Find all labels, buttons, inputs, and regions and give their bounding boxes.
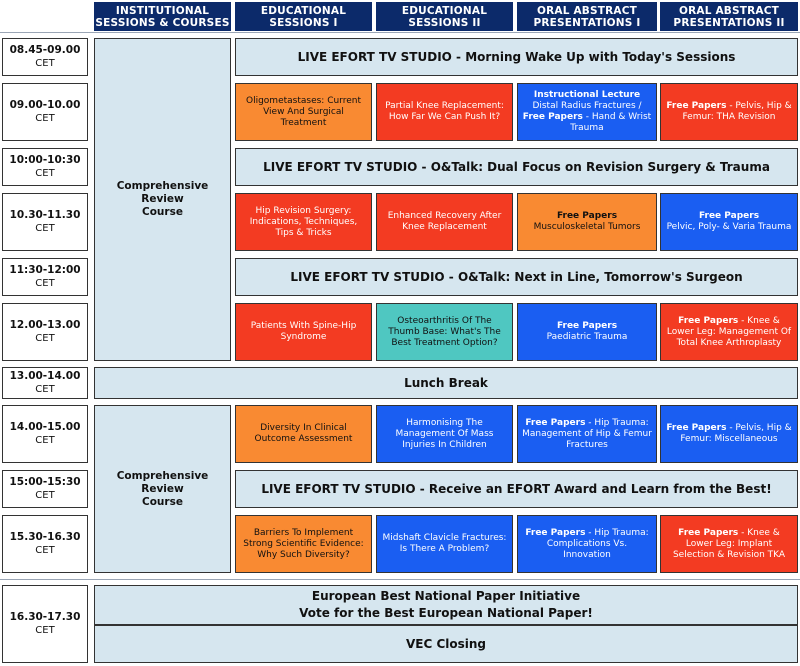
session-heading: Instructional Lecture [533, 90, 641, 100]
session-title: Hip Revision Surgery: Indications, Techniques, Tips & Tricks [249, 205, 358, 238]
session-title: Enhanced Recovery After Knee Replacement [387, 211, 502, 232]
course-label: Comprehensive [116, 180, 209, 192]
session-cell[interactable] [376, 515, 513, 573]
session-title [522, 418, 652, 451]
header-label: ORAL ABSTRACT PRESENTATIONS II [673, 4, 785, 29]
session-title: LIVE EFORT TV STUDIO - O&Talk: Dual Focus on Revision Surgery & Trauma [263, 160, 770, 174]
time-label: 10.30-11.30 [9, 209, 81, 221]
session-title: Oligometastases: Current View And Surgical Treatment [246, 95, 361, 128]
time-slot [2, 367, 88, 399]
session-title: Harmonising The Management Of Mass Injuries In Children [395, 417, 494, 450]
time-label: 08.45-09.00 [9, 44, 81, 56]
course-label: Review [141, 193, 184, 205]
session-cell[interactable] [517, 83, 657, 141]
free-papers-label: Free Papers [698, 211, 760, 221]
header-educational-1 [235, 2, 372, 31]
separator [0, 579, 800, 580]
header-institutional [94, 2, 231, 31]
session-cell[interactable] [517, 303, 657, 361]
time-label: 13.00-14.00 [9, 370, 81, 382]
time-label: 11:30-12:00 [9, 264, 81, 276]
header-oral-2 [660, 2, 798, 31]
time-slot [2, 148, 88, 186]
vec-closing[interactable] [94, 625, 798, 663]
session-cell[interactable] [517, 405, 657, 463]
header-label: ORAL ABSTRACT PRESENTATIONS I [533, 4, 641, 29]
session-title: Paediatric Trauma [546, 332, 628, 342]
session-title [665, 316, 793, 349]
comprehensive-review-course[interactable] [94, 405, 231, 573]
session-title: Midshaft Clavicle Fractures: Is There A Problem? [382, 533, 507, 554]
timezone-label: CET [35, 333, 55, 344]
session-text: - Hand & Wrist Trauma [570, 112, 652, 133]
time-slot [2, 193, 88, 251]
session-cell[interactable] [660, 405, 798, 463]
session-cell[interactable] [235, 193, 372, 251]
session-title: LIVE EFORT TV STUDIO - Morning Wake Up with Today's Sessions [297, 50, 736, 64]
time-label: 12.00-13.00 [9, 319, 81, 331]
session-cell[interactable] [376, 193, 513, 251]
session-text: - Pelvis, Hip & Femur: Miscellaneous [680, 423, 792, 444]
timezone-label: CET [35, 435, 55, 446]
header-educational-2 [376, 2, 513, 31]
session-text: Distal Radius Fractures / [532, 101, 642, 111]
comprehensive-review-course[interactable] [94, 38, 231, 361]
session-cell[interactable] [376, 83, 513, 141]
session-title [522, 101, 652, 134]
time-label: 15.30-16.30 [9, 531, 81, 543]
timezone-label: CET [35, 113, 55, 124]
session-title: LIVE EFORT TV STUDIO - Receive an EFORT Award and Learn from the Best! [261, 482, 772, 496]
timezone-label: CET [35, 223, 55, 234]
timezone-label: CET [35, 625, 55, 636]
header-label: EDUCATIONAL SESSIONS I [260, 4, 347, 29]
tv-studio-session[interactable] [235, 470, 798, 508]
initiative-title: European Best National Paper Initiative [311, 589, 581, 603]
session-title: Patients With Spine-Hip Syndrome [250, 321, 357, 342]
session-title [665, 101, 793, 123]
free-papers-label: Free Papers [525, 527, 586, 538]
session-cell[interactable] [235, 515, 372, 573]
session-title: Musculoskeletal Tumors [533, 222, 641, 232]
session-cell[interactable] [235, 83, 372, 141]
timezone-label: CET [35, 278, 55, 289]
session-cell[interactable] [660, 303, 798, 361]
time-slot [2, 303, 88, 361]
session-cell[interactable] [376, 303, 513, 361]
session-text: - Hip Trauma: Complications Vs. Innovation [546, 527, 649, 560]
free-papers-label: Free Papers [522, 112, 583, 122]
timezone-label: CET [35, 384, 55, 395]
time-slot [2, 258, 88, 296]
free-papers-label: Free Papers [666, 101, 727, 111]
session-text: - Hip Trauma: Management of Hip & Femur Fractures [522, 417, 652, 450]
time-slot [2, 83, 88, 141]
session-title: VEC Closing [405, 637, 487, 651]
session-title: Lunch Break [404, 376, 488, 390]
session-cell[interactable] [660, 83, 798, 141]
tv-studio-session[interactable] [235, 258, 798, 296]
session-text: - Knee & Lower Leg: Management Of Total Knee Arthroplasty [666, 315, 792, 348]
tv-studio-session[interactable] [235, 38, 798, 76]
timezone-label: CET [35, 168, 55, 179]
initiative-subtitle: Vote for the Best European National Paper! [299, 606, 593, 620]
course-label: Course [142, 206, 183, 218]
session-title: Partial Knee Replacement: How Far We Can Push It? [385, 101, 504, 122]
course-label: Review [141, 482, 184, 495]
session-title: Diversity In Clinical Outcome Assessment [254, 423, 353, 444]
tv-studio-session[interactable] [235, 148, 798, 186]
header-label: INSTITUTIONAL SESSIONS & COURSES [95, 4, 230, 29]
session-cell[interactable] [235, 405, 372, 463]
free-papers-label: Free Papers [556, 321, 618, 331]
free-papers-label: Free Papers [678, 527, 739, 538]
time-label: 14.00-15.00 [9, 421, 81, 433]
course-label: Comprehensive [116, 469, 209, 482]
free-papers-label: Free Papers [525, 417, 586, 428]
session-title [665, 528, 793, 561]
european-paper-initiative[interactable] [94, 585, 798, 625]
time-label: 15:00-15:30 [9, 476, 81, 488]
time-slot [2, 515, 88, 573]
timezone-label: CET [35, 545, 55, 556]
time-slot [2, 585, 88, 663]
session-cell[interactable] [517, 193, 657, 251]
session-title [522, 528, 652, 561]
header-label: EDUCATIONAL SESSIONS II [401, 4, 488, 29]
separator [0, 32, 800, 33]
time-label: 09.00-10.00 [9, 99, 81, 111]
session-title: Pelvic, Poly- & Varia Trauma [666, 222, 792, 232]
session-title: Osteoarthritis Of The Thumb Base: What's The Best Treatment Option? [388, 315, 501, 348]
time-label: 16.30-17.30 [9, 611, 81, 623]
session-cell[interactable] [660, 193, 798, 251]
time-slot [2, 38, 88, 76]
session-cell[interactable] [517, 515, 657, 573]
free-papers-label: Free Papers [666, 423, 727, 433]
time-slot [2, 470, 88, 508]
session-cell[interactable] [660, 515, 798, 573]
session-title: Barriers To Implement Strong Scientific Evidence: Why Such Diversity? [243, 527, 364, 560]
session-cell[interactable] [235, 303, 372, 361]
time-label: 10:00-10:30 [9, 154, 81, 166]
timezone-label: CET [35, 58, 55, 69]
lunch-break [94, 367, 798, 399]
header-oral-1 [517, 2, 657, 31]
free-papers-label: Free Papers [678, 315, 739, 326]
course-label: Course [142, 495, 183, 508]
timezone-label: CET [35, 490, 55, 501]
session-text: - Pelvis, Hip & Femur: THA Revision [682, 101, 792, 122]
time-slot [2, 405, 88, 463]
session-title [665, 423, 793, 445]
free-papers-label: Free Papers [556, 211, 618, 221]
session-text: - Knee & Lower Leg: Implant Selection & Revision TKA [672, 527, 786, 560]
session-title: LIVE EFORT TV STUDIO - O&Talk: Next in Line, Tomorrow's Surgeon [290, 270, 743, 284]
session-cell[interactable] [376, 405, 513, 463]
